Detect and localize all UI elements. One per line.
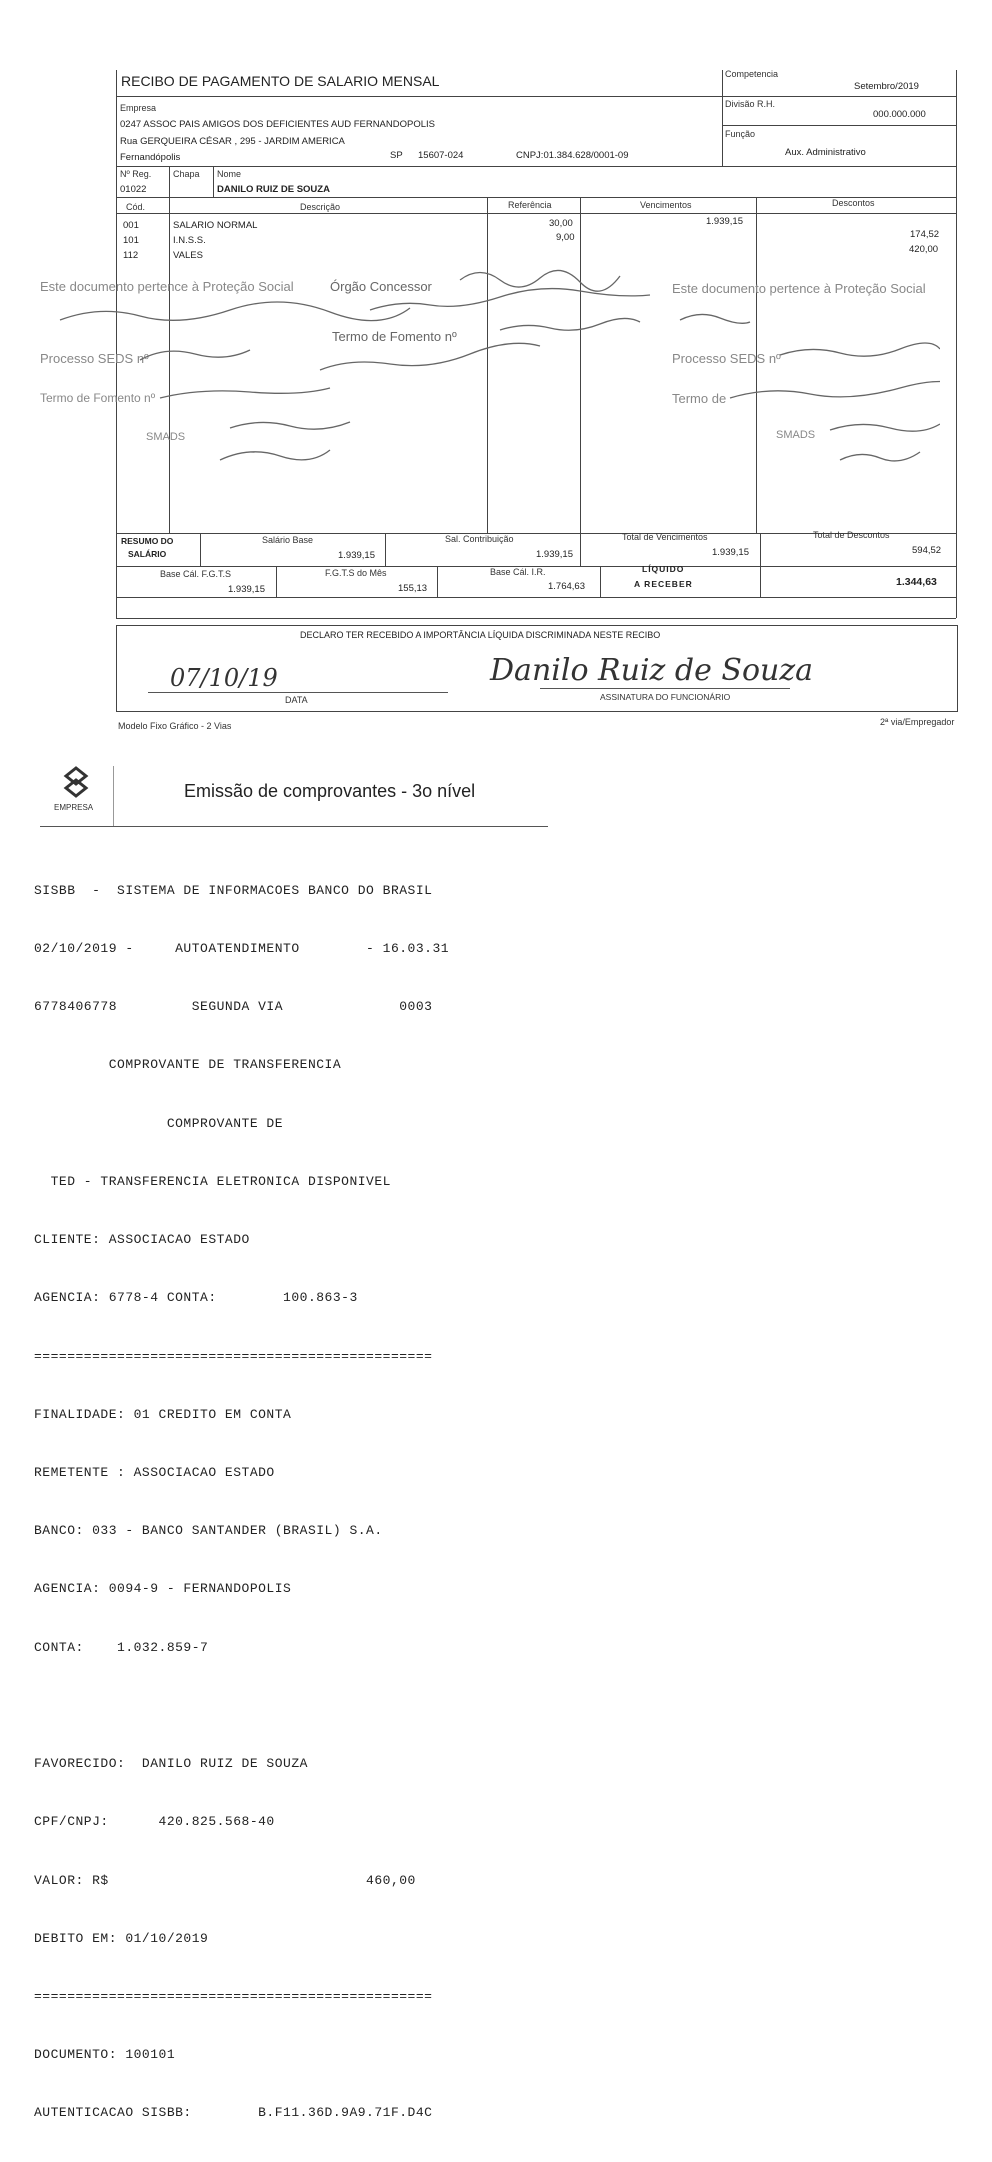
divider — [760, 533, 761, 597]
row-cod: 001 — [123, 220, 139, 231]
row-ref: 30,00 — [549, 218, 573, 229]
nome-value: DANILO RUIZ DE SOUZA — [217, 184, 330, 195]
chapa-label: Chapa — [173, 169, 200, 179]
divider — [540, 688, 790, 689]
empresa-state: SP — [390, 150, 403, 161]
bank-line: VALOR: R$ 460,00 — [34, 1872, 416, 1888]
handwriting-scribbles — [40, 260, 940, 490]
col-header-vencimentos: Vencimentos — [640, 200, 692, 210]
fgts-mes-label: F.G.T.S do Mês — [325, 568, 387, 578]
bank-line: CONTA: 1.032.859-7 — [34, 1639, 209, 1655]
divider — [580, 533, 581, 566]
divider — [116, 618, 956, 619]
divider — [437, 566, 438, 597]
funcao-value: Aux. Administrativo — [785, 147, 866, 158]
nreg-label: Nº Reg. — [120, 169, 152, 179]
bank-line: ================================================ — [34, 1348, 433, 1364]
liquido-value: 1.344,63 — [896, 576, 937, 588]
modelo-label: Modelo Fixo Gráfico - 2 Vias — [118, 721, 232, 731]
data-label: DATA — [285, 695, 308, 705]
bank-line: AGENCIA: 6778-4 CONTA: 100.863-3 — [34, 1290, 358, 1306]
base-fgts-label: Base Cál. F.G.T.S — [160, 569, 232, 579]
divider — [385, 533, 386, 566]
sal-contrib-value: 1.939,15 — [536, 549, 573, 560]
bank-line: COMPROVANTE DE TRANSFERENCIA — [34, 1057, 342, 1073]
bank-line: AUTENTICACAO SISBB: B.F11.36D.9A9.71F.D4C — [34, 2105, 433, 2121]
stamp-right-processo: Processo SEDS nº — [672, 351, 781, 366]
empresa-cnpj: CNPJ:01.384.628/0001-09 — [516, 150, 629, 161]
nreg-value: 01022 — [120, 184, 147, 195]
stamp-termo: Termo de Fomento nº — [332, 329, 457, 344]
col-header-descontos: Descontos — [832, 198, 875, 208]
divider — [116, 96, 722, 97]
bank-line: TED - TRANSFERENCIA ELETRONICA DISPONIVEL — [34, 1173, 391, 1189]
divider — [722, 125, 956, 126]
stamp-right-line1: Este documento pertence à Proteção Social — [672, 281, 926, 296]
competencia-value: Setembro/2019 — [854, 81, 919, 92]
divider — [116, 166, 956, 167]
fgts-mes-value: 155,13 — [398, 583, 428, 594]
divider — [113, 766, 114, 826]
divider — [148, 692, 448, 693]
receipt-title: RECIBO DE PAGAMENTO DE SALARIO MENSAL — [121, 73, 440, 89]
row-cod: 112 — [123, 250, 139, 261]
bank-logo-label: EMPRESA — [54, 803, 94, 812]
empresa-name: 0247 ASSOC PAIS AMIGOS DOS DEFICIENTES AUD FERNANDOPOLIS — [120, 119, 435, 130]
bank-line: DOCUMENTO: 100101 — [34, 2047, 176, 2063]
divider — [116, 597, 956, 598]
handwritten-date: 07/10/19 — [170, 664, 278, 692]
total-venc-value: 1.939,15 — [712, 547, 749, 558]
row-desc: SALARIO NORMAL — [173, 220, 258, 231]
nome-label: Nome — [217, 169, 242, 179]
competencia-label: Competencia — [725, 69, 779, 79]
divider — [213, 166, 214, 197]
row-desc-val: 174,52 — [910, 229, 940, 240]
bank-line: DEBITO EM: 01/10/2019 — [34, 1930, 209, 1946]
salario-base-value: 1.939,15 — [338, 550, 375, 561]
divider — [722, 96, 956, 97]
bank-line: 02/10/2019 - AUTOATENDIMENTO - 16.03.31 — [34, 941, 450, 957]
divider — [600, 566, 601, 597]
stamp-left-line1: Este documento pertence à Proteção Social — [40, 279, 294, 294]
divisao-label: Divisão R.H. — [725, 99, 776, 109]
sal-contrib-label: Sal. Contribuição — [445, 534, 514, 544]
resumo-label-2: SALÁRIO — [128, 549, 167, 559]
bank-line: REMETENTE : ASSOCIACAO ESTADO — [34, 1465, 275, 1480]
row-cod: 101 — [123, 235, 139, 246]
assinatura-label: ASSINATURA DO FUNCIONÁRIO — [600, 692, 731, 702]
divider — [276, 566, 277, 597]
bank-line: SISBB - SISTEMA DE INFORMACOES BANCO DO BRASIL — [34, 882, 433, 898]
row-ref: 9,00 — [556, 232, 575, 243]
divisao-value: 000.000.000 — [873, 109, 926, 120]
stamp-orgao: Órgão Concessor — [330, 279, 432, 294]
divider — [200, 533, 201, 566]
bank-heading: Emissão de comprovantes - 3o nível — [184, 781, 476, 801]
salario-base-label: Salário Base — [262, 535, 314, 545]
empresa-label: Empresa — [120, 103, 157, 113]
row-desc-val: 420,00 — [909, 244, 939, 255]
bank-line — [34, 1696, 449, 1715]
base-fgts-value: 1.939,15 — [228, 584, 265, 595]
liquido-label: LÍQUIDO — [642, 564, 685, 574]
stamp-processo: Processo SEDS nº — [40, 351, 149, 366]
total-venc-label: Total de Vencimentos — [622, 532, 708, 542]
bank-logo-icon — [56, 766, 96, 802]
stamp-smads: SMADS — [146, 431, 186, 443]
total-desc-value: 594,52 — [912, 545, 942, 556]
col-header-referencia: Referência — [508, 200, 552, 210]
empresa-cep: 15607-024 — [418, 150, 464, 161]
bank-line: ================================================ — [34, 1988, 433, 2004]
bank-line: AGENCIA: 0094-9 - FERNANDOPOLIS — [34, 1581, 292, 1597]
divider — [722, 70, 723, 166]
stamp-termo2: Termo de Fomento nº — [40, 391, 156, 405]
empresa-address: Rua GERQUEIRA CÉSAR , 295 - JARDIM AMERICA — [120, 136, 345, 147]
divider — [116, 197, 956, 198]
bank-line: FAVORECIDO: DANILO RUIZ DE SOUZA — [34, 1756, 308, 1772]
handwritten-signature: Danilo Ruiz de Souza — [490, 653, 814, 688]
row-desc: I.N.S.S. — [173, 235, 206, 246]
col-header-cod: Cód. — [126, 202, 146, 212]
base-ir-value: 1.764,63 — [548, 581, 585, 592]
base-ir-label: Base Cál. I.R. — [490, 567, 546, 577]
bank-transfer-text — [34, 842, 449, 2162]
bank-line: FINALIDADE: 01 CREDITO EM CONTA — [34, 1406, 292, 1422]
liquido-label-2: A RECEBER — [634, 579, 693, 589]
bank-line: COMPROVANTE DE — [34, 1115, 284, 1131]
row-desc: VALES — [173, 250, 203, 261]
bank-line: CLIENTE: ASSOCIACAO ESTADO — [34, 1232, 250, 1248]
col-header-descricao: Descrição — [300, 202, 341, 212]
stamp-right-smads: SMADS — [776, 429, 816, 441]
divider — [116, 213, 956, 214]
bank-line: BANCO: 033 - BANCO SANTANDER (BRASIL) S.A. — [34, 1523, 383, 1539]
divider — [40, 826, 548, 827]
via-label: 2ª via/Empregador — [880, 717, 955, 727]
bank-line: CPF/CNPJ: 420.825.568-40 — [34, 1814, 275, 1830]
total-desc-label: Total de Descontos — [813, 530, 890, 540]
stamp-right-termo: Termo de — [672, 391, 727, 406]
declaration-text: DECLARO TER RECEBIDO A IMPORTÂNCIA LÍQUIDA DISCRIMINADA NESTE RECIBO — [300, 630, 661, 640]
row-venc: 1.939,15 — [706, 216, 743, 227]
resumo-label: RESUMO DO — [121, 536, 174, 546]
bank-line: 6778406778 SEGUNDA VIA 0003 — [34, 999, 433, 1015]
empresa-city: Fernandópolis — [120, 152, 181, 163]
receipt-right-border — [956, 70, 957, 618]
funcao-label: Função — [725, 129, 756, 139]
divider — [169, 166, 170, 197]
